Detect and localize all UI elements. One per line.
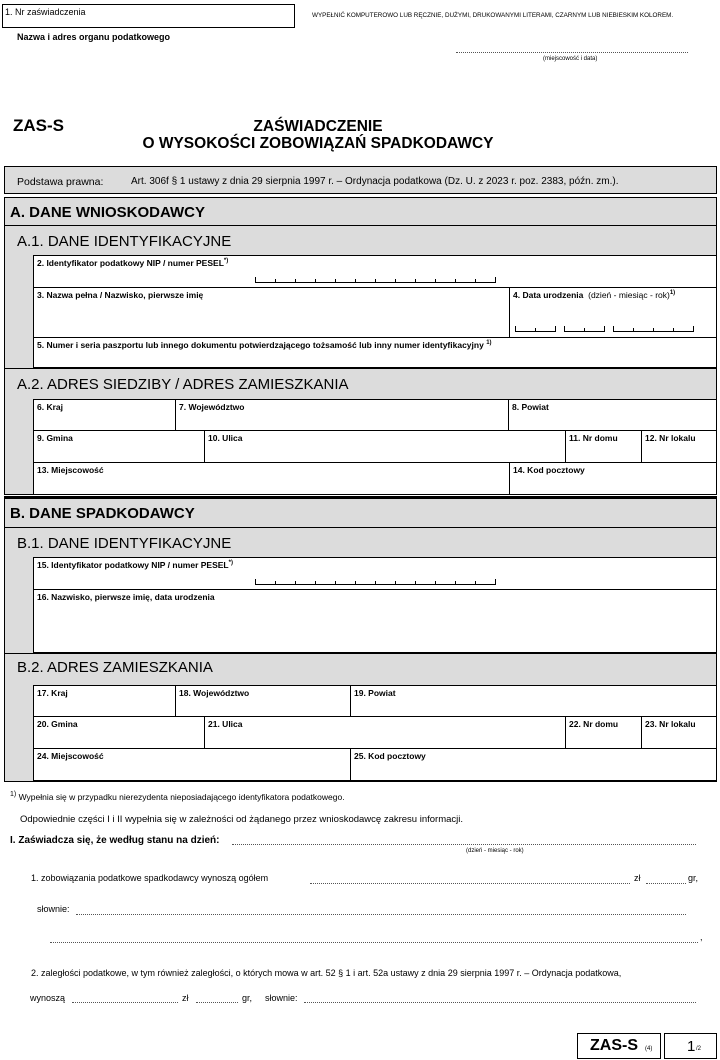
item-1-zl-line[interactable] (310, 883, 630, 884)
field-10-street[interactable]: 10. Ulica (204, 430, 566, 463)
footnote (10, 791, 345, 802)
certificate-number-field[interactable] (2, 4, 295, 28)
field-3-label: 3. Nazwa pełna / Nazwisko, pierwsze imię (37, 290, 204, 300)
field-3-name[interactable] (33, 287, 510, 338)
certify-heading: I. Zaświadcza się, że według stanu na dzień: (10, 835, 220, 846)
item-2-text: 2. zaległości podatkowe, w tym również zaległości, o których mowa w art. 52 § 1 i art. 52a ustawy z dnia 29 sierpnia 1997 r. – Ordynacja podatkowa, (31, 968, 622, 978)
scope-note: Odpowiednie części I i II wypełnia się w zależności od żądanego przez wnioskodawcę zakresu informacji. (20, 814, 464, 825)
field-17-country[interactable]: 17. Kraj (33, 685, 176, 717)
field-21-street[interactable]: 21. Ulica (204, 716, 566, 749)
item-2-amount-label: wynoszą (30, 993, 66, 1003)
field-2-nip-pesel[interactable]: 2. Identyfikator podatkowy NIP / numer PESEL*) (33, 255, 717, 288)
item-2-zl: zł (182, 993, 189, 1003)
item-1-words-label: słownie: (37, 904, 70, 914)
field-4-birth-date[interactable]: 4. Data urodzenia (dzień - miesiąc - rok)$^{1)}$ (509, 287, 717, 338)
item-2-words-label: słownie: (265, 993, 298, 1003)
field-15-label: 15. Identyfikator podatkowy NIP / numer PESEL (37, 560, 229, 570)
field-15-nip-pesel[interactable]: 15. Identyfikator podatkowy NIP / numer PESEL*) (33, 557, 717, 590)
field-9-commune[interactable]: 9. Gmina (33, 430, 205, 463)
item-2-gr-line[interactable] (196, 1002, 238, 1003)
field-22-house-number[interactable]: 22. Nr domu (565, 716, 642, 749)
legal-basis-label: Podstawa prawna: (17, 176, 104, 188)
item-1-gr-line[interactable] (646, 883, 686, 884)
footer-form-version: (4) (645, 1046, 653, 1052)
field-2-comb (255, 277, 496, 283)
footnote-text: Wypełnia się w przypadku nierezydenta nieposiadającego identyfikatora podatkowego. (18, 791, 345, 802)
field-5-label: 5. Numer i seria paszportu lub innego dokumentu potwierdzającego tożsamość lub inny numer identyfikacyjny (37, 340, 484, 350)
tax-office-label: Nazwa i adres organu podatkowego (17, 32, 171, 42)
item-1-comma: , (700, 932, 703, 942)
section-a1-title: A.1. DANE IDENTYFIKACYJNE (17, 233, 232, 250)
title-line-1: ZAŚWIADCZENIE (253, 118, 383, 135)
field-11-house-number[interactable]: 11. Nr domu (565, 430, 642, 463)
field-7-voivodeship[interactable]: 7. Województwo (175, 399, 509, 431)
legal-basis-text: Art. 306f § 1 ustawy z dnia 29 sierpnia 1997 r. – Ordynacja podatkowa (Dz. U. z 2023 r. poz. 2383, późn. zm.). (131, 176, 619, 187)
field-5-document-number[interactable]: 5. Numer i seria paszportu lub innego dokumentu potwierdzającego tożsamość lub inny numer identyfikacyjny $^{1)}$ (33, 337, 717, 368)
field-12-apartment-number[interactable]: 12. Nr lokalu (641, 430, 717, 463)
field-23-apartment-number[interactable]: 23. Nr lokalu (641, 716, 717, 749)
field-20-commune[interactable]: 20. Gmina (33, 716, 205, 749)
footnote-marker: 1) (10, 791, 17, 798)
item-1-text: 1. zobowiązania podatkowe spadkodawcy wynoszą ogółem (31, 873, 269, 883)
footer-page-total: /2 (696, 1046, 702, 1052)
field-6-country[interactable]: 6. Kraj (33, 399, 176, 431)
item-2-words-line[interactable] (304, 1002, 696, 1003)
footer-code-box (577, 1033, 661, 1059)
field-16-label: 16. Nazwisko, pierwsze imię, data urodzenia (37, 592, 215, 602)
fill-instruction: WYPEŁNIĆ KOMPUTEROWO LUB RĘCZNIE, DUŻYMI, DRUKOWANYMI LITERAMI, CZARNYM LUB NIEBIESKIM KOLOREM. (312, 12, 674, 19)
field-8-county[interactable]: 8. Powiat (508, 399, 717, 431)
field-24-city[interactable]: 24. Miejscowość (33, 748, 351, 781)
certify-date-line[interactable] (232, 844, 696, 845)
place-date-line[interactable] (456, 52, 688, 53)
item-1-gr: gr, (688, 873, 699, 883)
field-4-hint: (dzień - miesiąc - rok) (588, 290, 670, 300)
field-18-voivodeship[interactable]: 18. Województwo (175, 685, 351, 717)
section-b-title: B. DANE SPADKODAWCY (10, 505, 195, 522)
certify-date-hint: (dzień - miesiąc - rok) (466, 848, 524, 854)
item-1-words-line-2[interactable] (50, 942, 698, 943)
footer-page-box (664, 1033, 717, 1059)
item-2-zl-line[interactable] (72, 1002, 178, 1003)
field-15-comb (255, 579, 496, 585)
item-1-zl: zł (634, 873, 641, 883)
place-date-hint: (miejscowość i data) (543, 56, 598, 62)
section-a2-title: A.2. ADRES SIEDZIBY / ADRES ZAMIESZKANIA (17, 376, 349, 393)
footer-page-number: 1 (687, 1038, 696, 1055)
field-2-label: 2. Identyfikator podatkowy NIP / numer PESEL (37, 258, 224, 268)
certificate-number-label: 1. Nr zaświadczenia (5, 7, 86, 17)
section-a-title: A. DANE WNIOSKODAWCY (10, 204, 205, 221)
title-line-2: O WYSOKOŚCI ZOBOWIĄZAŃ SPADKODAWCY (142, 135, 494, 152)
legal-basis-box (4, 166, 717, 194)
field-16-name-birth-date[interactable] (33, 589, 717, 653)
field-25-postal-code[interactable]: 25. Kod pocztowy (350, 748, 717, 781)
section-b2-title: B.2. ADRES ZAMIESZKANIA (17, 659, 213, 676)
item-1-words-line[interactable] (76, 914, 686, 915)
field-13-city[interactable]: 13. Miejscowość (33, 462, 510, 495)
field-19-county[interactable]: 19. Powiat (350, 685, 717, 717)
item-2-gr: gr, (242, 993, 253, 1003)
footer-form-code: ZAS-S (590, 1037, 638, 1054)
section-b1-title: B.1. DANE IDENTYFIKACYJNE (17, 535, 232, 552)
field-14-postal-code[interactable]: 14. Kod pocztowy (509, 462, 717, 495)
field-4-label: 4. Data urodzenia (513, 290, 584, 300)
form-code: ZAS-S (13, 116, 64, 135)
